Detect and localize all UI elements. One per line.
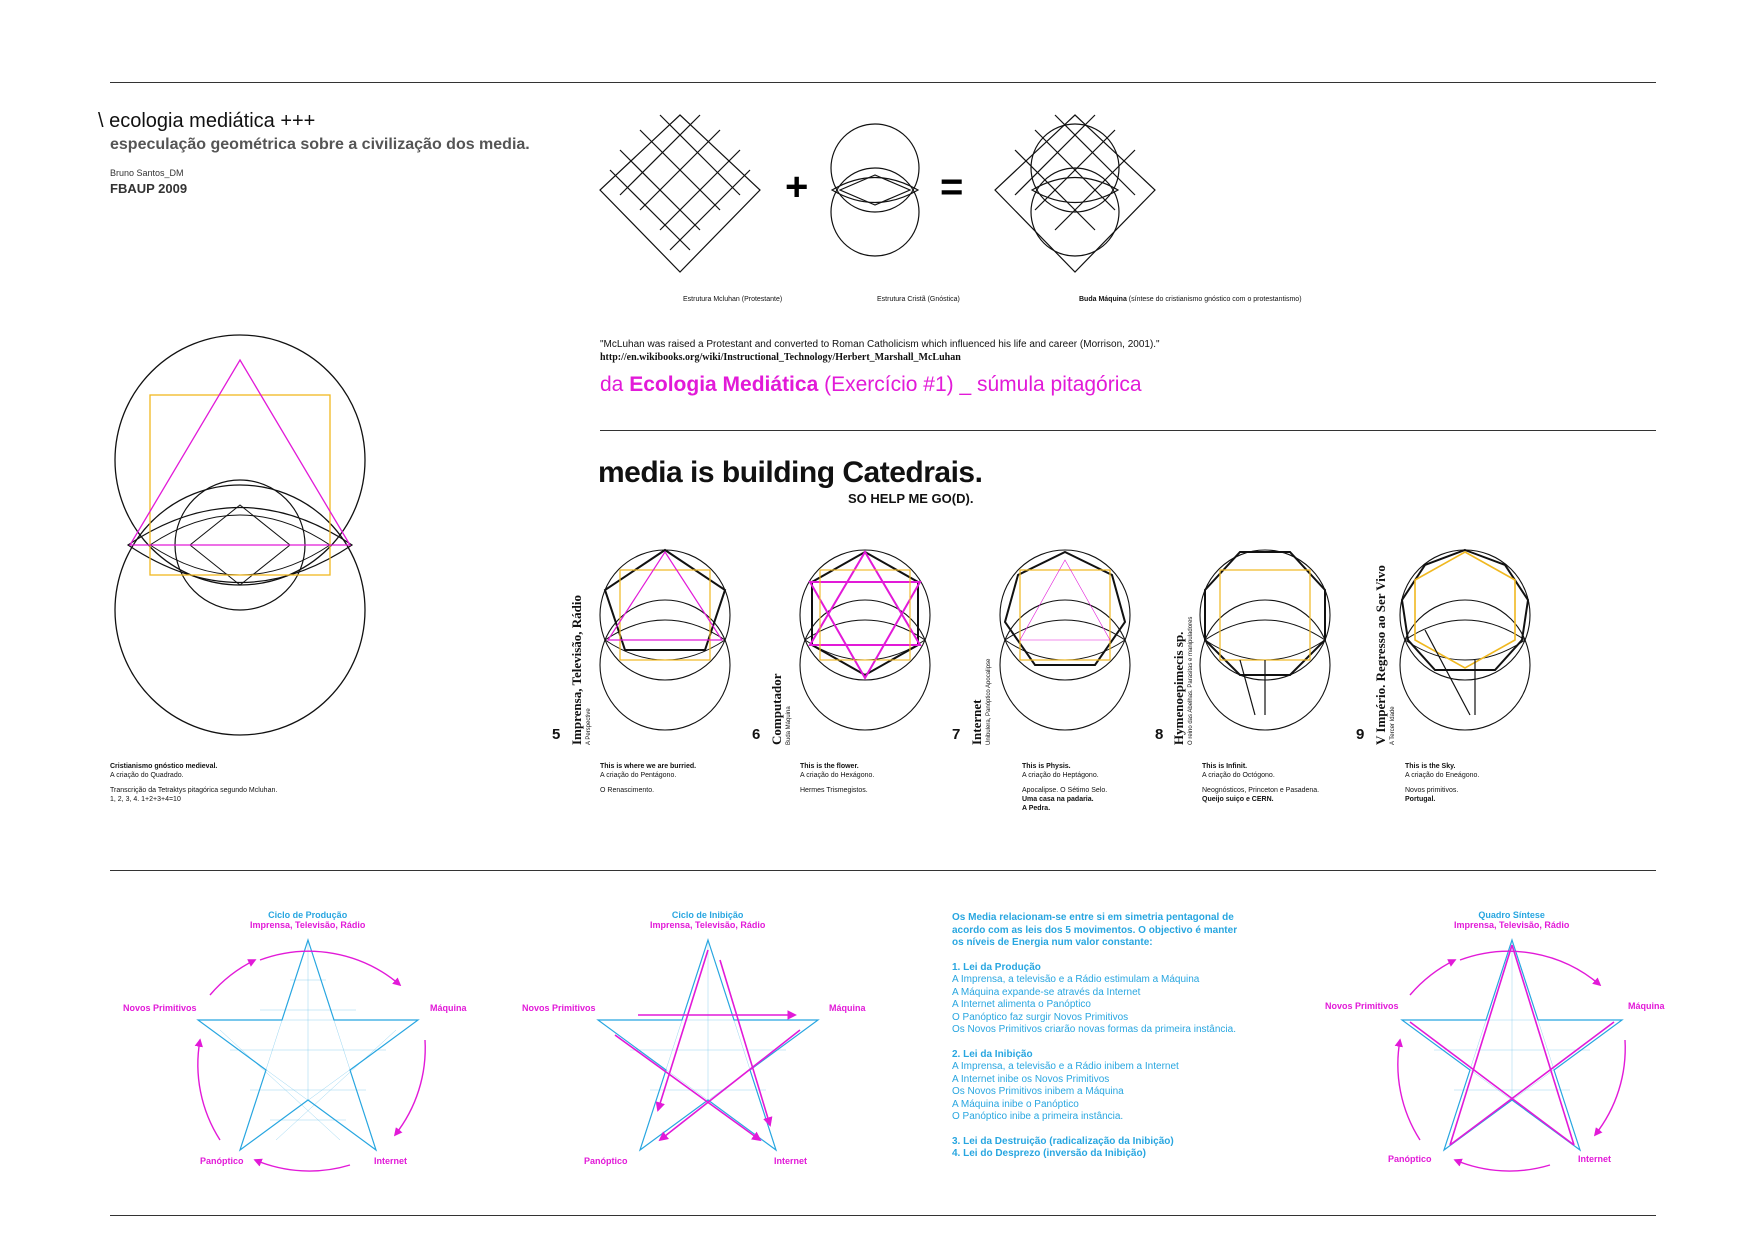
- law-1-item: A Internet alimenta o Panóptico: [952, 999, 1091, 1010]
- star1-bl-label: Panóptico: [200, 1156, 244, 1166]
- star1-top-title: Ciclo de Produção: [268, 910, 348, 920]
- star-diagram-3: [1398, 940, 1625, 1171]
- stage-7-title: Internet: [969, 699, 984, 745]
- left-caption-l4: 1, 2, 3, 4. 1+2+3+4=10: [110, 796, 181, 803]
- law-1-title: 1. Lei da Produção: [952, 961, 1041, 973]
- plus-operator: +: [785, 165, 809, 209]
- stage-9-c3: Novos primitivos.: [1405, 787, 1459, 794]
- star1-top-label: [250, 910, 365, 930]
- star2-right-label: Máquina: [829, 1003, 866, 1013]
- law-1-item: A Máquina expande-se através da Internet: [952, 986, 1141, 998]
- star1-top-sub: Imprensa, Televisão, Rádio: [250, 920, 366, 930]
- section-heading: [600, 373, 1142, 397]
- star1-right-label: Máquina: [430, 1003, 467, 1013]
- org-year: FBAUP 2009: [110, 181, 188, 196]
- left-caption-l2: A criação do Quadrado.: [110, 772, 184, 779]
- star2-left-label: Novos Primitivos: [522, 1003, 596, 1013]
- star3-right-label: Máquina: [1628, 1001, 1665, 1011]
- stage-6-number: 6: [752, 726, 761, 743]
- star1-left-label: Novos Primitivos: [123, 1003, 197, 1013]
- heading-prefix: da: [600, 373, 630, 396]
- stage-9-number: 9: [1356, 726, 1365, 743]
- law-2-item: A Imprensa, a televisão e a Rádio inibem a Internet: [952, 1061, 1179, 1072]
- stage-8-sub: O reino das Abelhas. Parasitas e manipuladores: [1188, 616, 1194, 745]
- stage-5-number: 5: [552, 726, 561, 743]
- heading-suffix: (Exercício #1) _ súmula pitagórica: [818, 373, 1142, 396]
- star2-top-label: [650, 910, 765, 930]
- law-2-title: 2. Lei da Inibição: [952, 1048, 1033, 1060]
- caption-buda-rest: (síntese do cristianismo gnóstico com o protestantismo): [1126, 296, 1302, 303]
- stage-5-label: [568, 595, 592, 745]
- caption-buda-bold: Buda Máquina: [1079, 296, 1127, 303]
- stage-8-title: Hymenoepimecis sp.: [1171, 631, 1186, 745]
- star2-br-label: Internet: [774, 1156, 808, 1166]
- stage-7-sub: Unibulera, Panóptico Apocalipse: [986, 658, 992, 745]
- star-diagram-1: [198, 940, 425, 1171]
- laws-intro-2: acordo com as leis dos 5 movimentos. O objectivo é manter: [952, 924, 1238, 936]
- star3-top-label: [1454, 910, 1569, 930]
- stage-9-c4: Portugal.: [1405, 796, 1436, 803]
- stage-7-c2: A criação do Heptágono.: [1022, 772, 1099, 779]
- star3-left-label: Novos Primitivos: [1325, 1001, 1399, 1011]
- law-4-title: 4. Lei do Desprezo (inversão da Inibição): [952, 1148, 1146, 1159]
- mcluhan-grid-diagram: [600, 115, 760, 272]
- stage-8-c2: A criação do Octógono.: [1202, 772, 1275, 779]
- stage-6-sub: Buda Máquina: [786, 706, 792, 745]
- stage-5-c2: A criação do Pentágono.: [600, 772, 677, 779]
- star3-br-label: Internet: [1578, 1154, 1612, 1164]
- caption-cristã: Estrutura Cristã (Gnóstica): [877, 296, 960, 303]
- page-title: \ ecologia mediática +++: [98, 110, 316, 132]
- stage-6-c1: This is the flower.: [800, 763, 859, 770]
- stage-7-c5: A Pedra.: [1022, 805, 1051, 812]
- stage-9-c1: This is the Sky.: [1405, 763, 1456, 770]
- stage-8-c1: This is Infinit.: [1202, 763, 1248, 770]
- equals-operator: =: [940, 165, 964, 209]
- stage-5-sub: A Perspective: [586, 708, 592, 745]
- stage-7-diagram: [1000, 550, 1130, 730]
- stage-7-label: [968, 659, 992, 745]
- star1-br-label: Internet: [374, 1156, 408, 1166]
- stage-7-c3: Apocalipse. O Sétimo Selo.: [1022, 787, 1108, 794]
- buda-maquina-diagram: [995, 115, 1155, 272]
- laws-block: [952, 912, 1282, 1161]
- stage-6-diagram: [800, 550, 930, 730]
- page-subtitle: especulação geométrica sobre a civilização dos media.: [110, 136, 530, 153]
- law-2-item: O Panóptico inibe a primeira instância.: [952, 1111, 1124, 1122]
- law-2-item: A Máquina inibe o Panóptico: [952, 1098, 1079, 1110]
- stage-6-label: [768, 673, 792, 745]
- stage-6-c2: A criação do Hexágono.: [800, 772, 875, 779]
- tetraktys-diagram: [115, 335, 365, 735]
- star2-bl-label: Panóptico: [584, 1156, 628, 1166]
- stage-8-label: [1170, 617, 1194, 745]
- stage-9-caption: [1405, 762, 1575, 804]
- law-1-item: O Panóptico faz surgir Novos Primitivos: [952, 1011, 1129, 1023]
- stage-8-caption: [1202, 762, 1382, 804]
- stage-9-sub: A Tercer Idade: [1390, 706, 1396, 745]
- stage-9-label: [1372, 565, 1396, 745]
- caption-mcluhan: Estrutura Mcluhan (Protestante): [683, 296, 783, 303]
- star3-top-title: Quadro Síntese: [1478, 910, 1545, 920]
- stage-5-c3: O Renascimento.: [600, 787, 655, 794]
- big-title: media is building Catedrais.: [598, 456, 983, 489]
- stage-5-diagram: [600, 550, 730, 730]
- stage-9-title: V Império. Regresso ao Ser Vivo: [1373, 565, 1388, 745]
- law-1-item: A Imprensa, a televisão e a Rádio estimulam a Máquina: [952, 974, 1200, 985]
- quote-text: "McLuhan was raised a Protestant and converted to Roman Catholicism which influenced his life and career (Morrison, 2001).": [600, 339, 1160, 350]
- big-subtitle: SO HELP ME GO(D).: [848, 491, 974, 506]
- stage-8-diagram: [1200, 550, 1330, 730]
- star-diagram-2: [598, 940, 818, 1150]
- left-caption-l1: Cristianismo gnóstico medieval.: [110, 763, 218, 770]
- left-caption-l3: Transcrição da Tetraktys pitagórica segundo Mcluhan.: [110, 787, 278, 794]
- star3-top-sub: Imprensa, Televisão, Rádio: [1454, 920, 1570, 930]
- vesica-diagram: [831, 124, 919, 256]
- star2-top-sub: Imprensa, Televisão, Rádio: [650, 920, 766, 930]
- left-caption: [110, 762, 350, 804]
- law-2-item: A Internet inibe os Novos Primitivos: [952, 1073, 1110, 1085]
- heading-bold: Ecologia Mediática: [629, 373, 819, 396]
- law-1-item: Os Novos Primitivos criarão novas formas da primeira instância.: [952, 1024, 1236, 1035]
- stage-9-c2: A criação do Eneágono.: [1405, 772, 1480, 779]
- laws-intro-3: os níveis de Energia num valor constante:: [952, 937, 1153, 948]
- stage-8-c4: Queijo suiço e CERN.: [1202, 796, 1274, 803]
- stage-5-c1: This is where we are burried.: [600, 763, 697, 770]
- law-2-item: Os Novos Primitivos inibem a Máquina: [952, 1086, 1124, 1097]
- stage-6-caption: [800, 762, 970, 795]
- stage-5-caption: [600, 762, 770, 795]
- stage-7-number: 7: [952, 726, 961, 743]
- star3-bl-label: Panóptico: [1388, 1154, 1432, 1164]
- stage-7-caption: [1022, 762, 1192, 813]
- stage-8-number: 8: [1155, 726, 1164, 743]
- stage-8-c3: Neognósticos, Princeton e Pasadena.: [1202, 787, 1320, 794]
- stage-6-title: Computador: [769, 673, 784, 745]
- stage-7-c1: This is Physis.: [1022, 763, 1071, 770]
- author: Bruno Santos_DM: [110, 168, 184, 178]
- stage-5-title: Imprensa, Televisão, Rádio: [569, 594, 584, 745]
- law-3-title: 3. Lei da Destruição (radicalização da Inibição): [952, 1135, 1174, 1147]
- star2-top-title: Ciclo de Inibição: [671, 910, 744, 920]
- caption-buda: [1079, 295, 1302, 304]
- stage-7-c4: Uma casa na padaria.: [1022, 796, 1094, 803]
- quote-url: http://en.wikibooks.org/wiki/Instructional_Technology/Herbert_Marshall_McLuhan: [600, 352, 961, 363]
- stage-6-c3: Hermes Trismegistos.: [800, 787, 868, 794]
- stage-9-diagram: [1400, 550, 1530, 730]
- laws-intro-1: Os Media relacionam-se entre si em simetria pentagonal de: [952, 912, 1234, 923]
